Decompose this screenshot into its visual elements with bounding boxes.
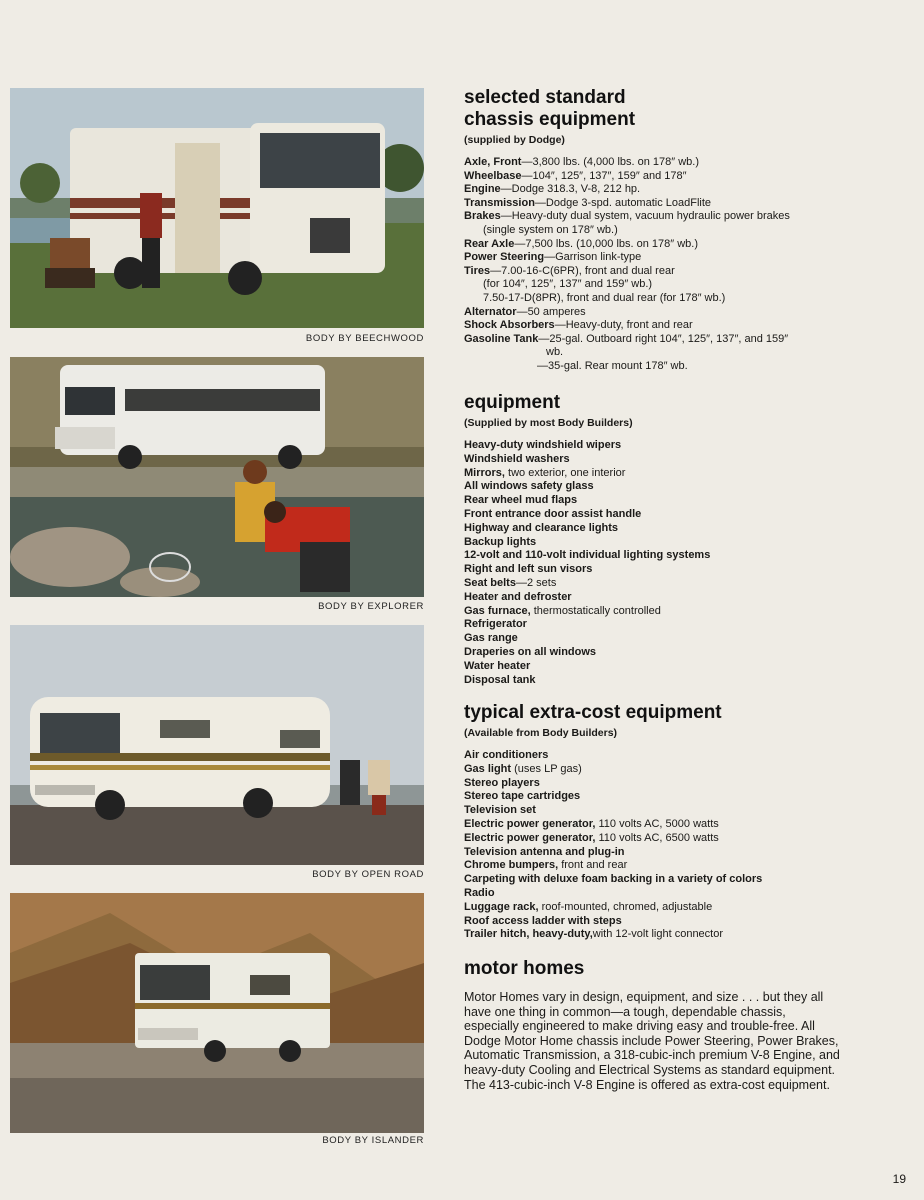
list-item: Electric power generator, 110 volts AC, 6500 watts <box>464 831 719 844</box>
spec-line: Alternator—50 amperes <box>464 305 586 318</box>
list-item: 12-volt and 110-volt individual lighting systems <box>464 549 711 562</box>
spec-line: Shock Absorbers—Heavy-duty, front and rear <box>464 319 693 332</box>
spec-line: Transmission—Dodge 3-spd. automatic LoadFlite <box>464 196 712 209</box>
list-item: Luggage rack, roof-mounted, chromed, adjustable <box>464 900 713 913</box>
section-title: equipment <box>464 392 561 413</box>
list-item: Gas furnace, thermostatically controlled <box>464 604 661 617</box>
list-item: All windows safety glass <box>464 480 594 493</box>
list-item: Windshield washers <box>464 452 570 465</box>
list-item: Draperies on all windows <box>464 645 597 658</box>
photo-caption: BODY BY EXPLORER <box>318 601 424 612</box>
list-item: Gas range <box>464 632 518 645</box>
list-item: Chrome bumpers, front and rear <box>464 859 628 872</box>
spec-line: Power Steering—Garrison link-type <box>464 251 642 264</box>
motor-homes-section <box>464 958 844 1092</box>
list-item: Water heater <box>464 659 531 672</box>
section-subtitle: (Supplied by most Body Builders) <box>464 417 633 429</box>
photo-caption: BODY BY ISLANDER <box>322 1135 424 1146</box>
section-subtitle: (supplied by Dodge) <box>464 134 565 146</box>
list-item: Refrigerator <box>464 618 527 631</box>
list-item: Heavy-duty windshield wipers <box>464 439 622 451</box>
photo-caption: BODY BY BEECHWOOD <box>305 333 424 344</box>
list-item: Electric power generator, 110 volts AC, 5000 watts <box>464 817 719 830</box>
list-item: Highway and clearance lights <box>464 521 619 534</box>
list-item: Television antenna and plug-in <box>464 845 625 858</box>
list-item: Carpeting with deluxe foam backing in a variety of colors <box>464 873 763 886</box>
spec-line: wb. <box>546 346 564 359</box>
motor-homes-paragraph: Motor Homes vary in design, equipment, and size . . . but they all have one thing in common—a tough, dependable chassis, especially engineered to make driving easy and trouble-free. All Dodge Motor Home chassis include Power Steering, Power Brakes, Automatic Transmission, a 318-cubic-inch premium V-8 Engine, and heavy-duty Cooling and Electrical Systems as standard equipment. The 413-cubic-inch V-8 Engine is offered as extra-cost equipment. <box>464 990 840 1092</box>
list-item: Rear wheel mud flaps <box>464 494 578 507</box>
equipment-section <box>464 392 884 687</box>
list-item: Radio <box>464 886 495 899</box>
list-item: Heater and defroster <box>464 590 572 603</box>
spec-line: (single system on 178″ wb.) <box>483 223 618 236</box>
photo-explorer <box>10 357 424 597</box>
list-item: Roof access ladder with steps <box>464 914 622 927</box>
spec-line: Wheelbase—104″, 125″, 137″, 159″ and 178″ <box>464 169 687 182</box>
photo-beechwood <box>10 88 424 328</box>
spec-line: Tires—7.00-16-C(6PR), front and dual rear <box>464 264 675 277</box>
section-title: selected standard <box>464 87 626 108</box>
spec-line: Gasoline Tank—25-gal. Outboard right 104″, 125″, 137″, and 159″ <box>464 332 789 345</box>
spec-line: Engine—Dodge 318.3, V-8, 212 hp. <box>464 183 641 196</box>
spec-line: 7.50-17-D(8PR), front and dual rear (for 178″ wb.) <box>483 291 726 304</box>
spec-line: —35-gal. Rear mount 178″ wb. <box>537 359 688 372</box>
list-item: Gas light (uses LP gas) <box>464 762 582 775</box>
list-item: Stereo tape cartridges <box>464 790 581 803</box>
list-item: Mirrors, two exterior, one interior <box>464 466 626 479</box>
list-item: Television set <box>464 804 536 817</box>
page-number: 19 <box>892 1172 906 1186</box>
section-title: motor homes <box>464 958 585 979</box>
photo-caption: BODY BY OPEN ROAD <box>312 869 424 880</box>
section-subtitle: (Available from Body Builders) <box>464 727 618 739</box>
list-item: Trailer hitch, heavy-duty,with 12-volt light connector <box>464 928 724 941</box>
list-item: Backup lights <box>464 535 537 548</box>
list-item: Air conditioners <box>464 749 549 761</box>
list-item: Front entrance door assist handle <box>464 507 642 520</box>
extra-cost-section <box>464 702 884 942</box>
photo-open-road <box>10 625 424 865</box>
section-title: chassis equipment <box>464 109 636 130</box>
spec-line: Axle, Front—3,800 lbs. (4,000 lbs. on 178″ wb.) <box>464 156 700 168</box>
photo-islander <box>10 893 424 1133</box>
list-item: Seat belts—2 sets <box>464 576 557 589</box>
list-item: Right and left sun visors <box>464 563 593 576</box>
spec-line: Rear Axle—7,500 lbs. (10,000 lbs. on 178″ wb.) <box>464 237 699 250</box>
spec-line: (for 104″, 125″, 137″ and 159″ wb.) <box>483 278 653 291</box>
chassis-section <box>464 87 884 374</box>
list-item: Disposal tank <box>464 673 536 686</box>
list-item: Stereo players <box>464 776 540 789</box>
spec-line: Brakes—Heavy-duty dual system, vacuum hydraulic power brakes <box>464 210 790 223</box>
section-title: typical extra-cost equipment <box>464 702 722 723</box>
